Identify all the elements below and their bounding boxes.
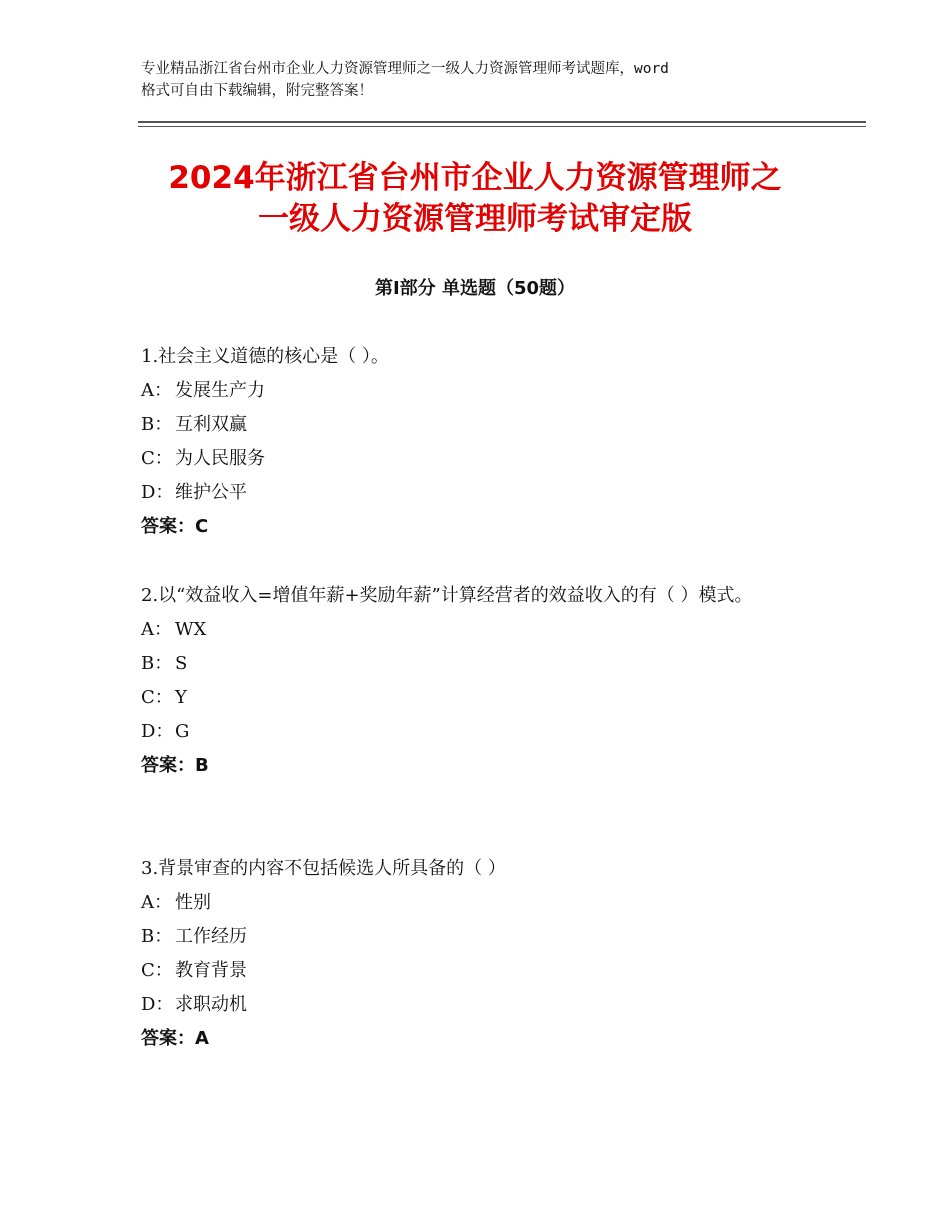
title-line-1: 2024年浙江省台州市企业人力资源管理师之 — [168, 160, 782, 196]
header-note-line-1: 专业精品浙江省台州市企业人力资源管理师之一级人力资源管理师考试题库，word — [141, 61, 669, 77]
option-letter: D： — [141, 994, 174, 1015]
option-text: WX — [175, 619, 207, 640]
option-letter: D： — [141, 721, 174, 742]
option-letter: D： — [141, 482, 174, 503]
question-stem: 3.背景审查的内容不包括候选人所具备的（ ） — [141, 858, 506, 879]
question-stem: 2.以“效益收入=增值年薪+奖励年薪”计算经营者的效益收入的有（ ）模式。 — [141, 585, 753, 606]
title-line-2: 一级人力资源管理师考试审定版 — [258, 201, 692, 237]
option-text: 性别 — [175, 892, 211, 913]
question-stem: 1.社会主义道德的核心是（ ）。 — [141, 346, 389, 367]
option-b — [141, 920, 841, 954]
option-b — [141, 408, 841, 442]
answer: 答案：A — [141, 1028, 209, 1049]
header-divider-thick — [138, 121, 866, 123]
option-letter: B： — [141, 653, 173, 674]
header-note-line-2: 格式可自由下载编辑，附完整答案！ — [141, 83, 373, 99]
option-letter: C： — [141, 687, 173, 708]
option-letter: C： — [141, 448, 173, 469]
answer: 答案：C — [141, 516, 209, 537]
option-a — [141, 886, 841, 920]
option-a — [141, 374, 841, 408]
option-d — [141, 476, 841, 510]
option-text: 发展生产力 — [175, 380, 265, 401]
option-letter: B： — [141, 926, 173, 947]
option-text: 维护公平 — [175, 482, 247, 503]
option-letter: A： — [141, 619, 172, 640]
header-note — [141, 58, 831, 102]
option-c — [141, 954, 841, 988]
option-text: 教育背景 — [175, 960, 247, 981]
option-text: 求职动机 — [175, 994, 247, 1015]
question-1 — [141, 340, 841, 544]
option-d — [141, 715, 777, 749]
section-title: 第Ⅰ部分 单选题（50题） — [374, 278, 575, 299]
header-divider-thin — [138, 126, 866, 127]
option-c — [141, 681, 777, 715]
option-b — [141, 647, 777, 681]
option-c — [141, 442, 841, 476]
answer: 答案：B — [141, 755, 209, 776]
option-text: S — [175, 653, 188, 674]
option-text: G — [175, 721, 190, 742]
document-title — [90, 158, 860, 240]
option-d — [141, 988, 841, 1022]
option-letter: C： — [141, 960, 173, 981]
option-letter: A： — [141, 380, 172, 401]
option-letter: A： — [141, 892, 172, 913]
option-text: 互利双赢 — [175, 414, 247, 435]
option-letter: B： — [141, 414, 173, 435]
option-a — [141, 613, 777, 647]
option-text: 工作经历 — [175, 926, 247, 947]
question-3 — [141, 852, 841, 1056]
option-text: Y — [175, 687, 187, 708]
option-text: 为人民服务 — [175, 448, 265, 469]
question-2 — [141, 579, 777, 783]
